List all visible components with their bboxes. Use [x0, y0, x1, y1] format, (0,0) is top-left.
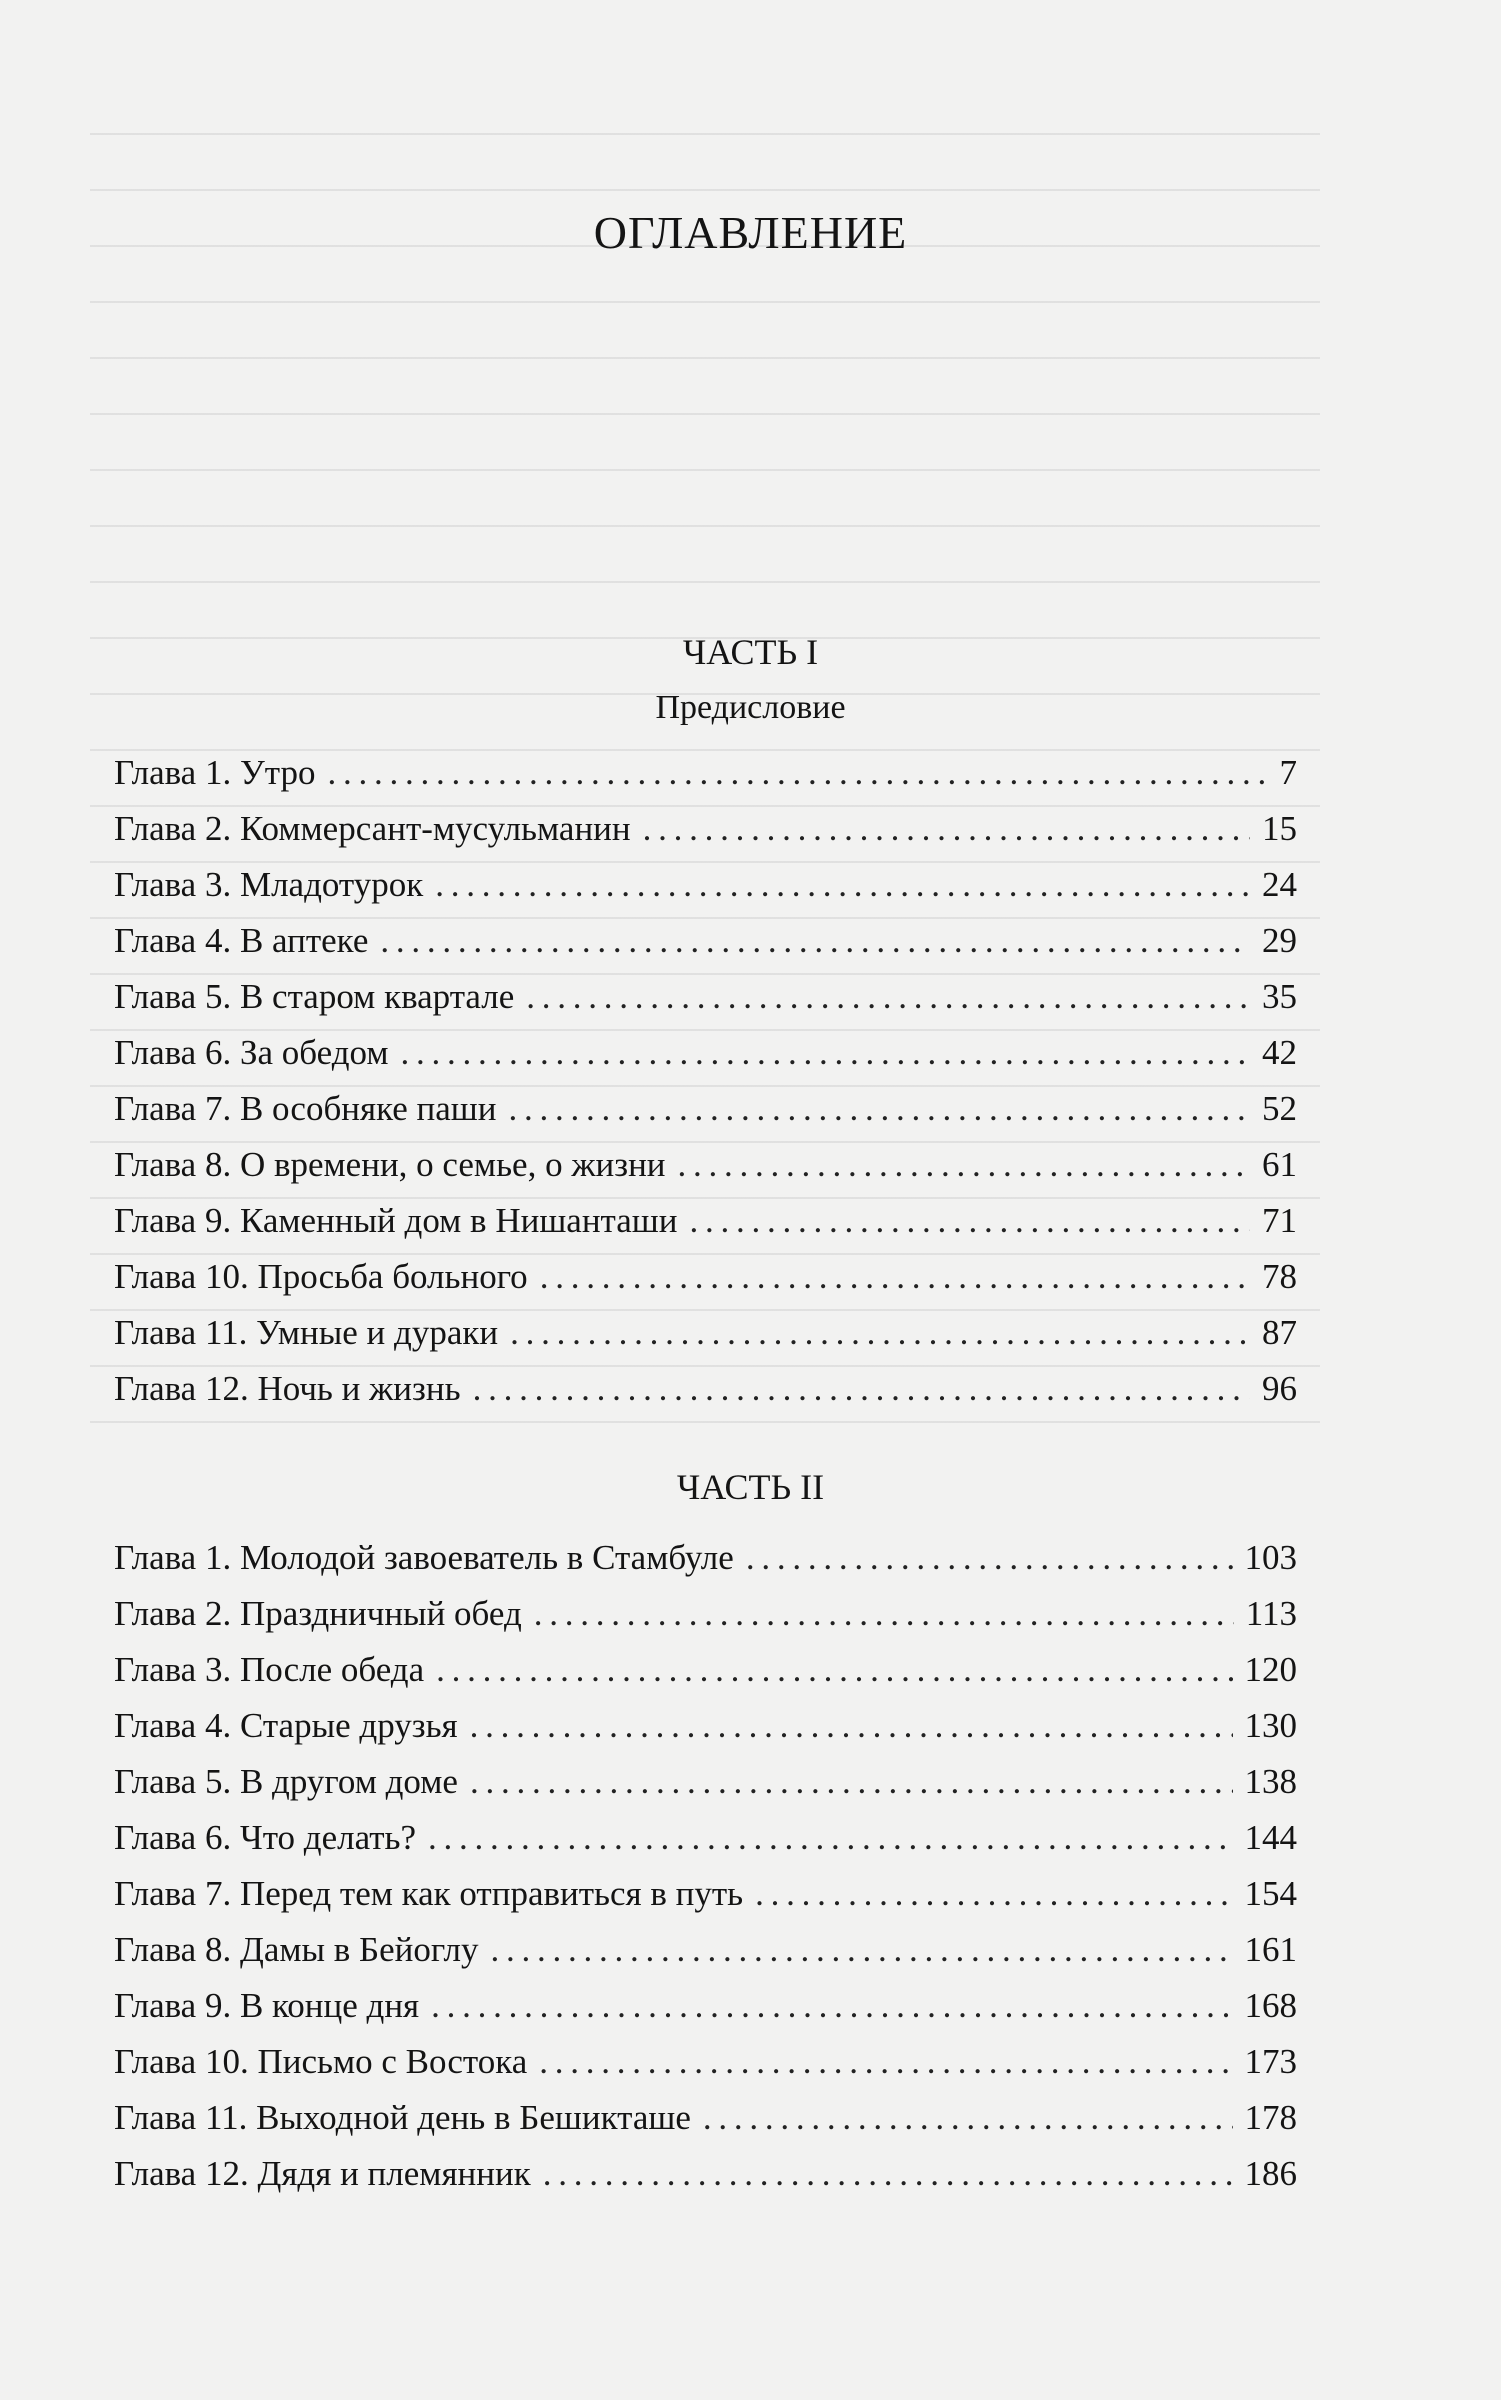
toc-entry [114, 1305, 1297, 1361]
dot-leader [755, 1866, 1232, 1922]
page-number: 15 [1262, 809, 1297, 848]
dot-leader [428, 1810, 1232, 1866]
dot-leader [400, 1025, 1250, 1081]
toc-entry [114, 1866, 1297, 1922]
dot-leader [678, 1137, 1250, 1193]
part-1-toc [114, 745, 1297, 1417]
chapter-title: Глава 1. Утро [114, 753, 316, 792]
toc-entry [114, 1642, 1297, 1698]
dot-leader [327, 745, 1267, 801]
chapter-title: Глава 4. В аптеке [114, 921, 369, 960]
toc-entry [114, 1081, 1297, 1137]
part-1-preface: Предисловие [655, 689, 846, 726]
page-number: 78 [1262, 1257, 1297, 1296]
toc-entry [114, 1922, 1297, 1978]
dot-leader [526, 969, 1250, 1025]
toc-entry [114, 913, 1297, 969]
chapter-title: Глава 6. За обедом [114, 1033, 389, 1072]
toc-entry [114, 1249, 1297, 1305]
toc-entry [114, 1810, 1297, 1866]
toc-entry [114, 745, 1297, 801]
toc-entry [114, 1025, 1297, 1081]
dot-leader [435, 857, 1250, 913]
dot-leader [470, 1754, 1233, 1810]
dot-leader [543, 2146, 1233, 2202]
chapter-title: Глава 3. Младотурок [114, 865, 424, 904]
toc-entry [114, 1754, 1297, 1810]
dot-leader [703, 2090, 1233, 2146]
page-number: 154 [1244, 1874, 1297, 1913]
dot-leader [508, 1081, 1250, 1137]
chapter-title: Глава 1. Молодой завоеватель в Стамбуле [114, 1538, 734, 1577]
part-1-heading: ЧАСТЬ I [682, 632, 819, 672]
page-number: 168 [1244, 1986, 1297, 2025]
dot-leader [470, 1698, 1233, 1754]
toc-entry [114, 1978, 1297, 2034]
chapter-title: Глава 2. Коммерсант-мусульманин [114, 809, 631, 848]
toc-entry [114, 969, 1297, 1025]
toc-entry [114, 2034, 1297, 2090]
chapter-title: Глава 6. Что делать? [114, 1818, 417, 1857]
chapter-title: Глава 12. Ночь и жизнь [114, 1369, 461, 1408]
part-2-heading: ЧАСТЬ II [676, 1467, 825, 1507]
chapter-title: Глава 5. В старом квартале [114, 977, 515, 1016]
chapter-title: Глава 4. Старые друзья [114, 1706, 458, 1745]
page-number: 35 [1262, 977, 1297, 1016]
chapter-title: Глава 7. В особняке паши [114, 1089, 497, 1128]
chapter-title: Глава 11. Выходной день в Бешикташе [114, 2098, 691, 2137]
page-number: 113 [1245, 1594, 1297, 1633]
toc-entry [114, 2090, 1297, 2146]
page-number: 24 [1262, 865, 1297, 904]
page-number: 173 [1244, 2042, 1297, 2081]
chapter-title: Глава 8. Дамы в Бейоглу [114, 1930, 479, 1969]
page-title: ОГЛАВЛЕНИЕ [593, 207, 908, 258]
page-number: 42 [1262, 1033, 1297, 1072]
chapter-title: Глава 12. Дядя и племянник [114, 2154, 531, 2193]
toc-entry [114, 1137, 1297, 1193]
page-number: 178 [1244, 2098, 1297, 2137]
chapter-title: Глава 5. В другом доме [114, 1762, 458, 1801]
chapter-title: Глава 7. Перед тем как отправиться в путь [114, 1874, 744, 1913]
chapter-title: Глава 10. Просьба больного [114, 1257, 528, 1296]
toc-entry [114, 1698, 1297, 1754]
dot-leader [534, 1586, 1234, 1642]
toc-entry [114, 1586, 1297, 1642]
toc-entry [114, 1193, 1297, 1249]
toc-entry [114, 2146, 1297, 2202]
chapter-title: Глава 11. Умные и дураки [114, 1313, 499, 1352]
dot-leader [643, 801, 1250, 857]
toc-entry [114, 857, 1297, 913]
dot-leader [540, 1249, 1250, 1305]
toc-entry [114, 1361, 1297, 1417]
page-number: 29 [1262, 921, 1297, 960]
page-number: 138 [1244, 1762, 1297, 1801]
dot-leader [539, 2034, 1232, 2090]
page-number: 7 [1279, 753, 1297, 792]
page-number: 52 [1262, 1089, 1297, 1128]
chapter-title: Глава 3. После обеда [114, 1650, 425, 1689]
toc-entry [114, 1530, 1297, 1586]
page-number: 61 [1262, 1145, 1297, 1184]
chapter-title: Глава 8. О времени, о семье, о жизни [114, 1145, 666, 1184]
dot-leader [431, 1978, 1232, 2034]
dot-leader [510, 1305, 1250, 1361]
dot-leader [690, 1193, 1251, 1249]
dot-leader [436, 1642, 1232, 1698]
page-number: 161 [1244, 1930, 1297, 1969]
page-number: 130 [1244, 1706, 1297, 1745]
page-number: 103 [1244, 1538, 1297, 1577]
page-number: 120 [1244, 1650, 1297, 1689]
page-number: 87 [1262, 1313, 1297, 1352]
dot-leader [746, 1530, 1233, 1586]
chapter-title: Глава 9. В конце дня [114, 1986, 420, 2025]
toc-entry [114, 801, 1297, 857]
dot-leader [490, 1922, 1232, 1978]
chapter-title: Глава 9. Каменный дом в Нишанташи [114, 1201, 678, 1240]
page-number: 71 [1262, 1201, 1297, 1240]
page-number: 96 [1262, 1369, 1297, 1408]
page-number: 186 [1244, 2154, 1297, 2193]
chapter-title: Глава 10. Письмо с Востока [114, 2042, 528, 2081]
dot-leader [380, 913, 1250, 969]
part-2-toc [114, 1530, 1297, 2202]
page-number: 144 [1244, 1818, 1297, 1857]
chapter-title: Глава 2. Праздничный обед [114, 1594, 522, 1633]
dot-leader [473, 1361, 1250, 1417]
